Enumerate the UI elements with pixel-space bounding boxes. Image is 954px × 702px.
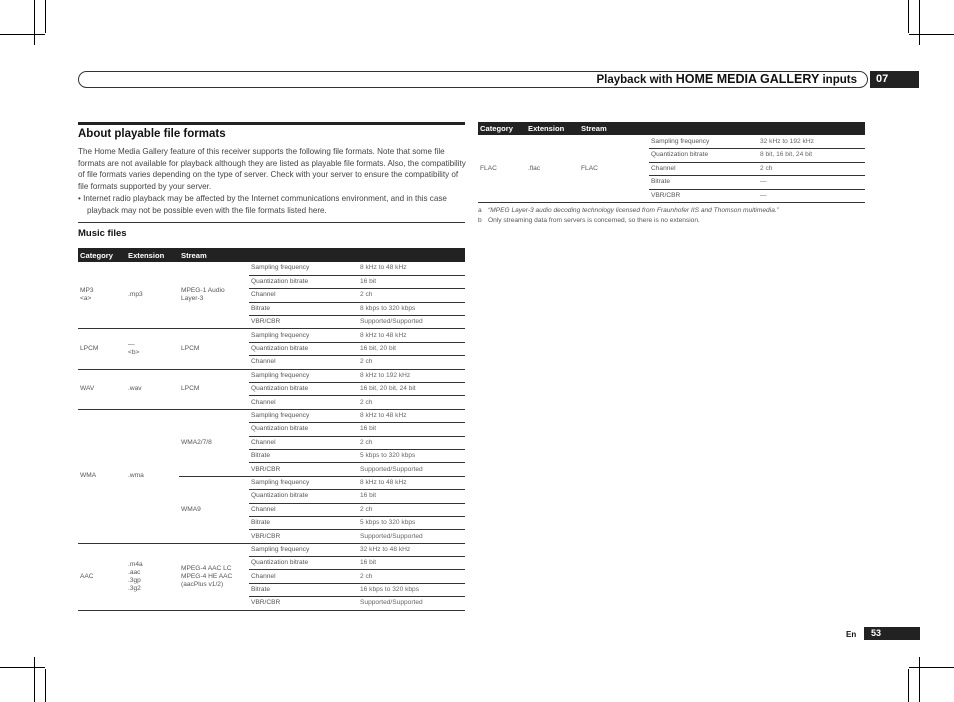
parameter-cell: Sampling frequency: [249, 369, 358, 382]
value-cell: 2 ch: [358, 503, 465, 516]
table-row: [78, 409, 465, 422]
value-cell: 2 ch: [358, 436, 465, 449]
parameter-cell: Channel: [249, 436, 358, 449]
parameter-cell: VBR/CBR: [249, 530, 358, 543]
stream-cell: WMA2/7/8: [179, 409, 249, 476]
header-title-prefix: Playback with: [596, 74, 676, 86]
crop-mark: [45, 669, 46, 702]
parameter-cell: Sampling frequency: [249, 543, 358, 556]
extension-cell: .flac: [526, 135, 579, 203]
extension-cell: .m4a .aac .3gp .3g2: [126, 543, 179, 610]
footnote-a-mark: a: [478, 207, 482, 214]
col-header-category: Category: [478, 122, 526, 135]
running-header: [78, 71, 919, 88]
col-header-stream: Stream: [579, 122, 865, 135]
value-cell: 16 bit: [358, 423, 465, 436]
parameter-cell: VBR/CBR: [249, 463, 358, 476]
value-cell: —: [758, 176, 865, 190]
parameter-cell: Sampling frequency: [649, 135, 758, 149]
col-header-extension: Extension: [526, 122, 579, 135]
category-cell: AAC: [78, 543, 126, 610]
value-cell: 8 kbps to 320 kbps: [358, 302, 465, 315]
section-title: About playable file formats: [78, 128, 226, 140]
footnote-a-text: “MPEG Layer-3 audio decoding technology licensed from Fraunhofer IIS and Thomson multimedia.”: [488, 207, 779, 214]
language-label: En: [846, 630, 857, 639]
parameter-cell: Quantization bitrate: [249, 342, 358, 355]
page-number: 53: [864, 627, 920, 640]
crop-mark: [909, 667, 954, 668]
parameter-cell: Channel: [649, 162, 758, 176]
category-cell: FLAC: [478, 135, 526, 203]
value-cell: 16 bit, 20 bit, 24 bit: [358, 383, 465, 396]
stream-cell: FLAC: [579, 135, 649, 203]
parameter-cell: Quantization bitrate: [649, 149, 758, 163]
parameter-cell: Channel: [249, 570, 358, 583]
parameter-cell: Bitrate: [249, 516, 358, 529]
col-header-stream: Stream: [179, 248, 465, 262]
parameter-cell: Quantization bitrate: [249, 490, 358, 503]
parameter-cell: Quantization bitrate: [249, 383, 358, 396]
parameter-cell: Sampling frequency: [249, 409, 358, 422]
extension-cell: .wma: [126, 409, 179, 543]
parameter-cell: Channel: [249, 503, 358, 516]
parameter-cell: Channel: [249, 289, 358, 302]
crop-mark: [0, 34, 45, 35]
value-cell: 8 bit, 16 bit, 24 bit: [758, 149, 865, 163]
value-cell: Supported/Supported: [358, 463, 465, 476]
music-table-body: [78, 262, 465, 610]
parameter-cell: Bitrate: [249, 583, 358, 596]
crop-mark: [34, 657, 35, 702]
table-row: [78, 369, 465, 382]
extension-cell: .wav: [126, 369, 179, 409]
crop-mark: [908, 0, 909, 33]
value-cell: 2 ch: [358, 396, 465, 409]
crop-mark: [909, 34, 954, 35]
value-cell: 8 kHz to 48 kHz: [358, 262, 465, 275]
category-cell: WAV: [78, 369, 126, 409]
value-cell: 2 ch: [358, 356, 465, 369]
extension-cell: .mp3: [126, 262, 179, 329]
value-cell: 5 kbps to 320 kbps: [358, 449, 465, 462]
crop-mark: [45, 0, 46, 33]
parameter-cell: Sampling frequency: [249, 476, 358, 489]
value-cell: 16 bit: [358, 275, 465, 288]
value-cell: 5 kbps to 320 kbps: [358, 516, 465, 529]
parameter-cell: Bitrate: [249, 302, 358, 315]
table-row: [478, 135, 865, 149]
parameter-cell: Bitrate: [249, 449, 358, 462]
extension-cell: — <b>: [126, 329, 179, 369]
value-cell: 8 kHz to 192 kHz: [358, 369, 465, 382]
value-cell: 32 kHz to 48 kHz: [358, 543, 465, 556]
value-cell: 16 kbps to 320 kbps: [358, 583, 465, 596]
table-row: [78, 262, 465, 275]
parameter-cell: Quantization bitrate: [249, 275, 358, 288]
col-header-category: Category: [78, 248, 126, 262]
parameter-cell: Bitrate: [649, 176, 758, 190]
value-cell: 8 kHz to 48 kHz: [358, 476, 465, 489]
footnote-b-mark: b: [478, 217, 482, 224]
music-files-table: [78, 248, 465, 611]
col-header-extension: Extension: [126, 248, 179, 262]
value-cell: 16 bit, 20 bit: [358, 342, 465, 355]
flac-table: [478, 122, 865, 203]
value-cell: 2 ch: [758, 162, 865, 176]
stream-cell: WMA9: [179, 476, 249, 543]
table-row: [78, 329, 465, 342]
parameter-cell: Sampling frequency: [249, 329, 358, 342]
category-cell: MP3 <a>: [78, 262, 126, 329]
table-row: [78, 543, 465, 556]
stream-cell: MPEG-4 AAC LC MPEG-4 HE AAC (aacPlus v1/2): [179, 543, 249, 610]
value-cell: Supported/Supported: [358, 316, 465, 329]
subsection-rule: [78, 222, 465, 223]
value-cell: Supported/Supported: [358, 597, 465, 610]
subsection-title: Music files: [78, 228, 127, 239]
stream-cell: LPCM: [179, 369, 249, 409]
crop-mark: [908, 669, 909, 702]
header-title: [597, 72, 858, 86]
parameter-cell: Channel: [249, 356, 358, 369]
footnote-a: [478, 206, 878, 216]
footnotes: [478, 206, 878, 226]
category-cell: LPCM: [78, 329, 126, 369]
value-cell: 8 kHz to 48 kHz: [358, 329, 465, 342]
parameter-cell: Quantization bitrate: [249, 557, 358, 570]
value-cell: 16 bit: [358, 557, 465, 570]
header-title-suffix: inputs: [819, 74, 857, 86]
footnote-b-text: Only streaming data from servers is concerned, so there is no extension.: [488, 217, 700, 224]
value-cell: —: [758, 189, 865, 203]
parameter-cell: Sampling frequency: [249, 262, 358, 275]
value-cell: 2 ch: [358, 570, 465, 583]
value-cell: 16 bit: [358, 490, 465, 503]
footnote-b: [478, 216, 878, 226]
crop-mark: [919, 657, 920, 702]
value-cell: Supported/Supported: [358, 530, 465, 543]
stream-cell: MPEG-1 Audio Layer-3: [179, 262, 249, 329]
section-rule: [78, 122, 465, 125]
intro-paragraph: The Home Media Gallery feature of this receiver supports the following file formats. Note that some file formats are not available for playback although they are listed as playable file formats. Also, the compatibility of file formats varies depending on the type of server. Check with your server to ensure the compatibility of file formats supported by your server.: [78, 147, 466, 192]
parameter-cell: VBR/CBR: [249, 316, 358, 329]
chapter-number: 07: [870, 71, 919, 88]
crop-mark: [34, 0, 35, 45]
stream-cell: LPCM: [179, 329, 249, 369]
bullet-note: • Internet radio playback may be affected by the Internet communications environment, and in this case playback may not be possible even with the file formats listed here.: [78, 194, 447, 215]
header-title-main: HOME MEDIA GALLERY: [675, 72, 820, 86]
value-cell: 2 ch: [358, 289, 465, 302]
parameter-cell: VBR/CBR: [249, 597, 358, 610]
crop-mark: [0, 667, 45, 668]
value-cell: 8 kHz to 48 kHz: [358, 409, 465, 422]
flac-table-body: [478, 135, 865, 203]
parameter-cell: VBR/CBR: [649, 189, 758, 203]
parameter-cell: Channel: [249, 396, 358, 409]
value-cell: 32 kHz to 192 kHz: [758, 135, 865, 149]
category-cell: WMA: [78, 409, 126, 543]
parameter-cell: Quantization bitrate: [249, 423, 358, 436]
crop-mark: [919, 0, 920, 45]
